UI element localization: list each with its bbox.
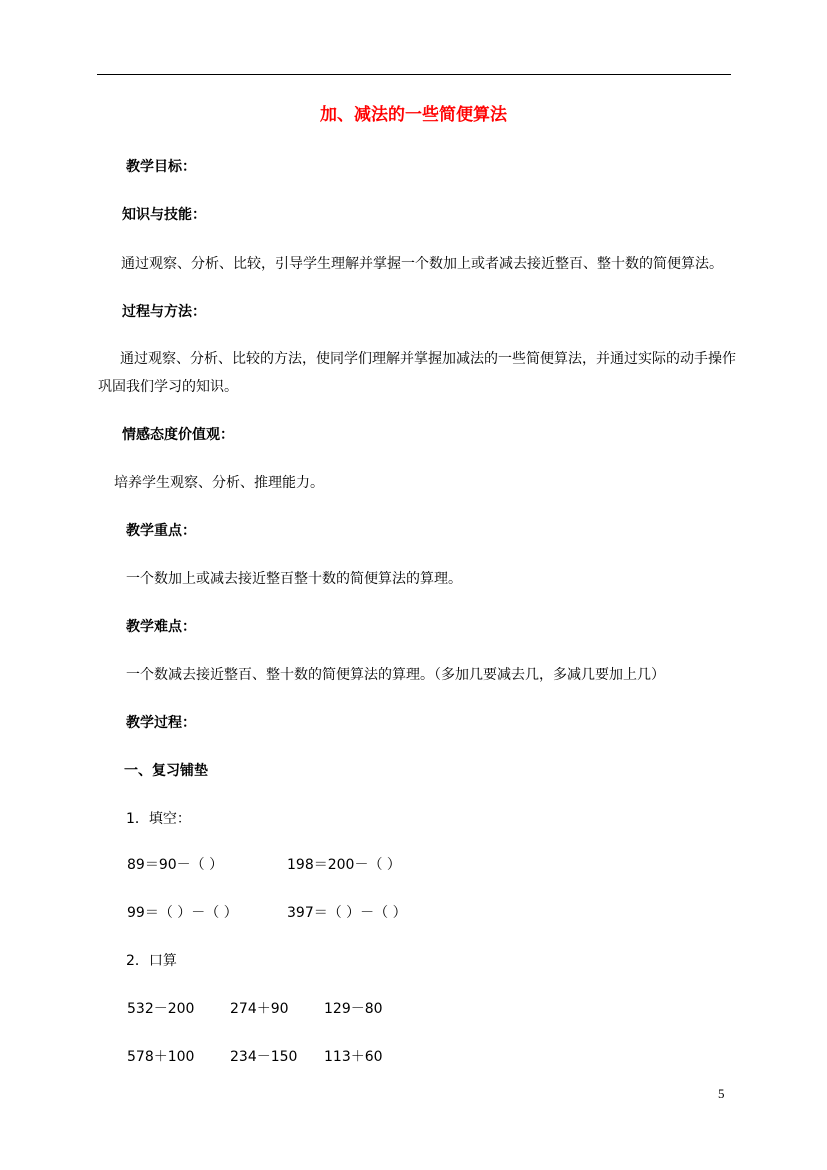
heading-teaching-process: 教学过程： <box>126 715 196 731</box>
key-point-text: 一个数加上或减去接近整百整十数的简便算法的算理。 <box>126 571 462 587</box>
exercise1-item: 198＝200－（ ） <box>287 857 401 873</box>
exercise1-label: 1．填空： <box>126 811 191 827</box>
exercise2-item: 129－80 <box>324 1001 383 1017</box>
exercise1-item: 397＝（ ）－（ ） <box>287 905 407 921</box>
heading-teaching-goals: 教学目标： <box>126 159 196 175</box>
heading-key-point: 教学重点： <box>126 523 196 539</box>
knowledge-skills-text: 通过观察、分析、比较，引导学生理解并掌握一个数加上或者减去接近整百、整十数的简便算法。 <box>121 256 723 272</box>
exercise2-label: 2．口算 <box>126 953 177 969</box>
exercise1-item: 99＝（ ）－（ ） <box>127 905 238 921</box>
exercise2-item: 274＋90 <box>230 1001 289 1017</box>
heading-knowledge-skills: 知识与技能： <box>122 207 206 223</box>
heading-difficulty: 教学难点： <box>126 619 196 635</box>
exercise1-item: 89＝90－（ ） <box>127 857 224 873</box>
exercise2-item: 234－150 <box>230 1049 298 1065</box>
header-rule <box>97 74 731 75</box>
difficulty-text: 一个数减去接近整百、整十数的简便算法的算理。（多加几要减去几，多减几要加上几） <box>126 667 665 683</box>
heading-process-methods: 过程与方法： <box>122 304 206 320</box>
exercise2-item: 113＋60 <box>324 1049 383 1065</box>
process-methods-text: 通过观察、分析、比较的方法，使同学们理解并掌握加减法的一些简便算法，并通过实际的动手操作巩固我们学习的知识。 <box>98 351 736 395</box>
document-title: 加、减法的一些简便算法 <box>320 105 507 125</box>
emotion-values-text: 培养学生观察、分析、推理能力。 <box>114 475 324 491</box>
heading-emotion-values: 情感态度价值观： <box>122 427 234 443</box>
heading-review: 一、复习铺垫 <box>124 763 208 779</box>
exercise2-item: 578＋100 <box>127 1049 195 1065</box>
page-number: 5 <box>718 1086 725 1101</box>
exercise2-item: 532－200 <box>127 1001 195 1017</box>
